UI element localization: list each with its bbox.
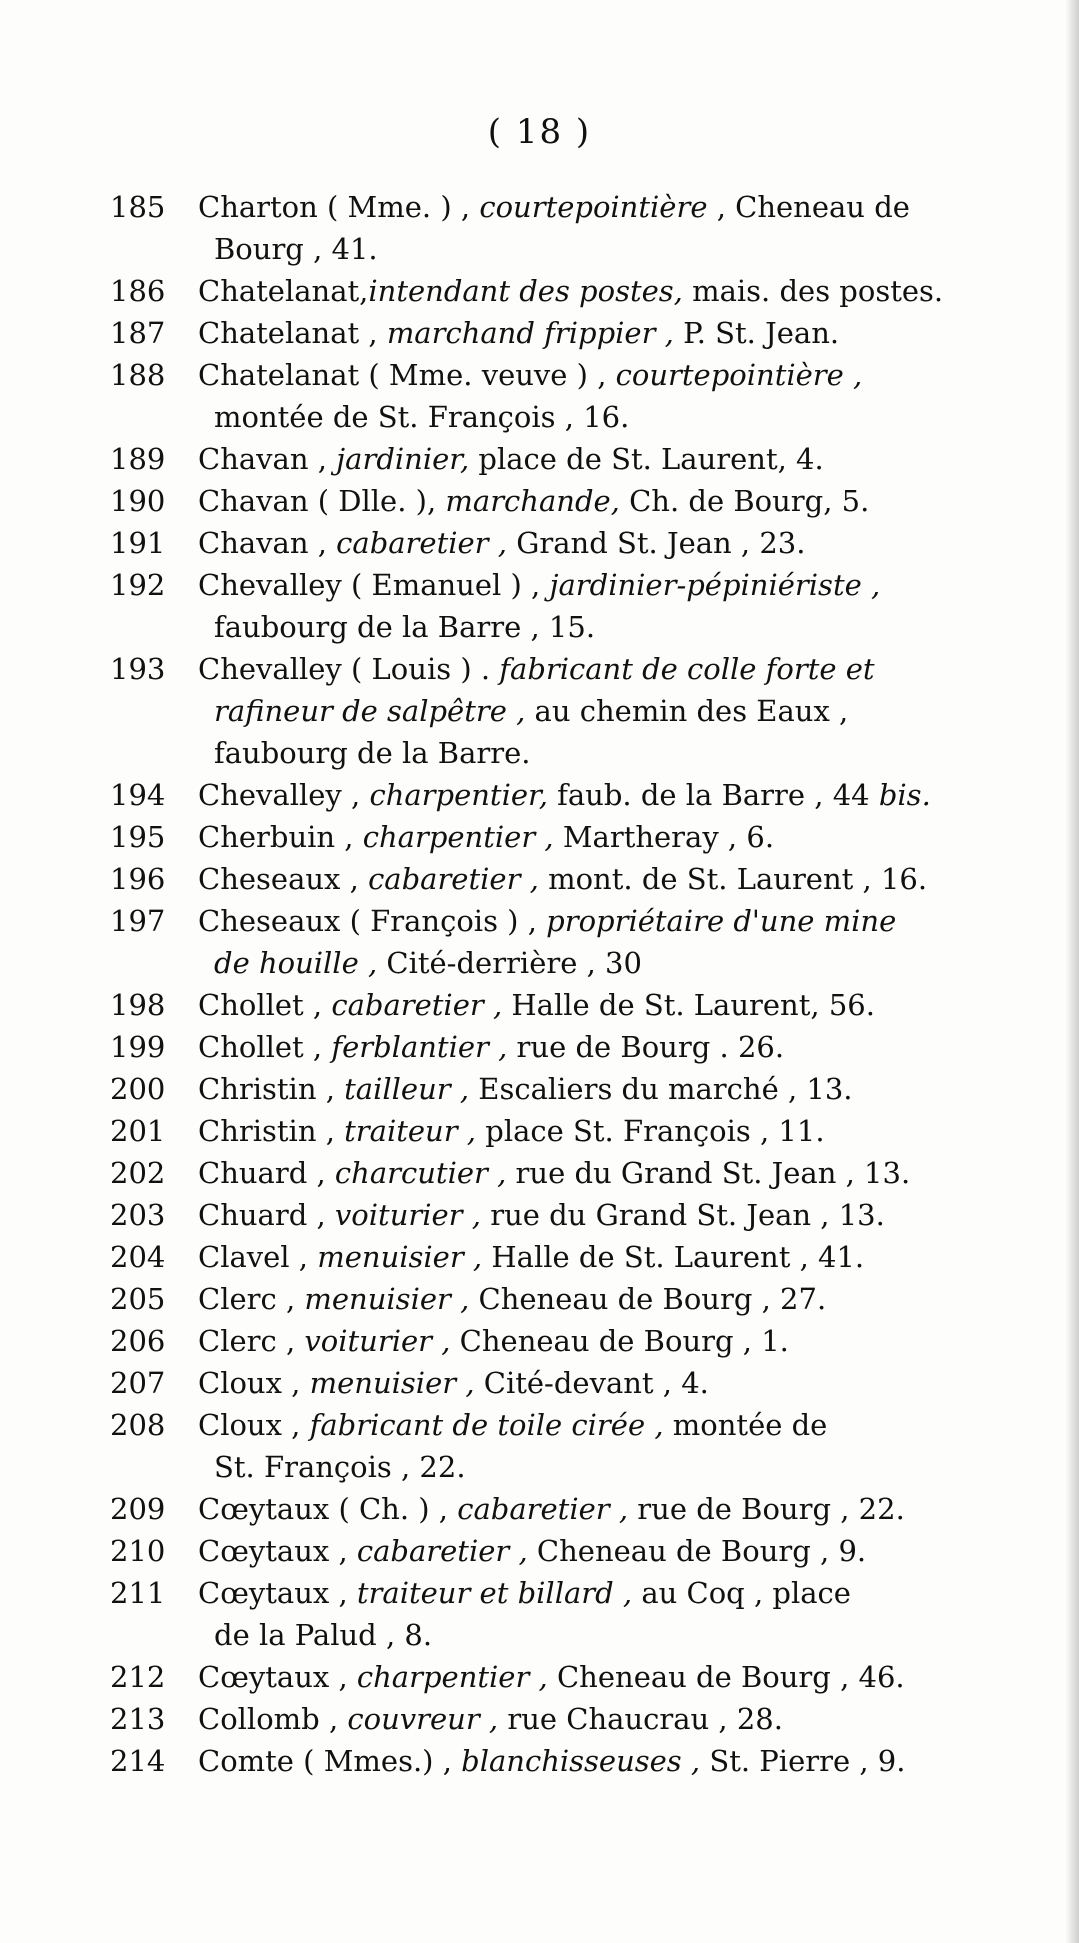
entry-text: Ch. de Bourg, 5. [619, 484, 870, 518]
entry-continuation-line [198, 396, 1030, 438]
entry-text: Bourg , 41. [214, 232, 378, 266]
entry-number: 208 [110, 1408, 166, 1442]
directory-entry [110, 564, 1030, 648]
entry-occupation-text: propriétaire d'une mine [546, 904, 897, 938]
entry-occupation-text: charcutier , [334, 1156, 507, 1190]
entry-occupation-text: traiteur et billard , [356, 1576, 633, 1610]
entry-occupation-text: marchand frippier , [386, 316, 674, 350]
entry-text: Chavan , [198, 526, 337, 560]
entry-number: 214 [110, 1744, 166, 1778]
entry-number: 212 [110, 1660, 166, 1694]
entry-number: 202 [110, 1156, 166, 1190]
entry-text: Clerc , [198, 1282, 305, 1316]
directory-entry [110, 1362, 1030, 1404]
entry-line [198, 1698, 1030, 1740]
directory-entry [110, 984, 1030, 1026]
entry-line [198, 522, 1030, 564]
entry-text: Cheseaux ( François ) , [198, 904, 547, 938]
entry-line [198, 1530, 1030, 1572]
page-number: ( 18 ) [487, 112, 592, 152]
directory-entry [110, 1698, 1030, 1740]
directory-entry [110, 522, 1030, 564]
entry-number: 198 [110, 988, 166, 1022]
entry-occupation-text: ferblantier , [331, 1030, 508, 1064]
entry-line [198, 354, 1030, 396]
entry-line [198, 1110, 1030, 1152]
entry-text: , Cheneau de [707, 190, 910, 224]
entry-text: Chavan ( Dlle. ), [198, 484, 446, 518]
entry-line [198, 774, 1030, 816]
entry-text: Cœytaux , [198, 1660, 357, 1694]
entry-number: 201 [110, 1114, 166, 1148]
entry-number: 211 [110, 1576, 166, 1610]
directory-entry [110, 1068, 1030, 1110]
entry-occupation-text: blanchisseuses , [461, 1744, 701, 1778]
directory-entry [110, 1152, 1030, 1194]
entry-text: Chavan , [198, 442, 337, 476]
entry-text: Cœytaux , [198, 1534, 357, 1568]
entry-line [198, 438, 1030, 480]
entry-number: 186 [110, 274, 166, 308]
directory-entry [110, 1530, 1030, 1572]
entry-text: Martheray , 6. [553, 820, 775, 854]
entry-text: Chevalley ( Emanuel ) , [198, 568, 550, 602]
entry-text: rue de Bourg , 22. [628, 1492, 905, 1526]
entry-occupation-text: cabaretier , [457, 1492, 629, 1526]
entry-continuation-line [198, 732, 1030, 774]
directory-entry [110, 480, 1030, 522]
entry-text: mont. de St. Laurent , 16. [538, 862, 928, 896]
entry-line [198, 1236, 1030, 1278]
entry-number: 191 [110, 526, 166, 560]
entry-text: rue du Grand St. Jean , 13. [480, 1198, 885, 1232]
entry-occupation-text: bis. [878, 778, 931, 812]
entry-text: Escaliers du marché , 13. [469, 1072, 853, 1106]
entry-occupation-text: jardinier, [336, 442, 470, 476]
directory-entry [110, 648, 1030, 774]
entry-occupation-text: voiturier , [304, 1324, 451, 1358]
entry-text: Chatelanat ( Mme. veuve ) , [198, 358, 616, 392]
entry-occupation-text: courtepointière [479, 190, 708, 224]
entry-text: Chollet , [198, 1030, 332, 1064]
entry-occupation-text: marchande, [445, 484, 620, 518]
entry-number: 194 [110, 778, 166, 812]
entry-text: Clerc , [198, 1324, 305, 1358]
entry-occupation-text: voiturier , [334, 1198, 481, 1232]
entry-number: 199 [110, 1030, 166, 1064]
entry-text: Cheneau de Bourg , 46. [547, 1660, 905, 1694]
entry-line [198, 1488, 1030, 1530]
entry-line [198, 900, 1030, 942]
entry-text: rue du Grand St. Jean , 13. [506, 1156, 911, 1190]
entry-text: Collomb , [198, 1702, 348, 1736]
entry-text: Chollet , [198, 988, 332, 1022]
directory-entry [110, 186, 1030, 270]
entry-occupation-text: fabricant de colle forte et [499, 652, 875, 686]
entry-line [198, 1656, 1030, 1698]
entry-line [198, 1278, 1030, 1320]
entry-occupation-text: rafineur de salpêtre , [214, 694, 526, 728]
entry-number: 188 [110, 358, 166, 392]
directory-entry [110, 354, 1030, 438]
entry-occupation-text: cabaretier , [368, 862, 539, 896]
directory-entry [110, 438, 1030, 480]
directory-entry [110, 270, 1030, 312]
directory-entry [110, 1236, 1030, 1278]
entry-number: 197 [110, 904, 166, 938]
entry-text: place St. François , 11. [476, 1114, 825, 1148]
entry-text: St. François , 22. [214, 1450, 466, 1484]
directory-entry [110, 1110, 1030, 1152]
entry-number: 196 [110, 862, 166, 896]
entry-text: Cité-devant , 4. [474, 1366, 709, 1400]
entry-number: 200 [110, 1072, 166, 1106]
entry-occupation-text: cabaretier , [331, 988, 503, 1022]
entry-occupation-text: jardinier-pépiniériste , [549, 568, 881, 602]
entry-line [198, 1740, 1030, 1782]
entry-line [198, 1362, 1030, 1404]
entry-text: mais. des postes. [682, 274, 944, 308]
entry-number: 193 [110, 652, 166, 686]
entry-text: Chuard , [198, 1198, 335, 1232]
entry-number: 206 [110, 1324, 166, 1358]
entry-text: Chevalley ( Louis ) . [198, 652, 500, 686]
entry-text: Clavel , [198, 1240, 318, 1274]
entry-line [198, 648, 1030, 690]
directory-entry [110, 1278, 1030, 1320]
entry-text: Chevalley , [198, 778, 370, 812]
entry-occupation-text: courtepointière , [615, 358, 863, 392]
entry-number: 195 [110, 820, 166, 854]
entry-text: Cherbuin , [198, 820, 363, 854]
entry-text: Charton ( Mme. ) , [198, 190, 480, 224]
entry-text: Chatelanat , [198, 316, 387, 350]
entry-text: Cœytaux ( Ch. ) , [198, 1492, 458, 1526]
directory-entry [110, 1320, 1030, 1362]
entry-number: 189 [110, 442, 166, 476]
entry-number: 190 [110, 484, 166, 518]
entry-text: Christin , [198, 1072, 345, 1106]
entry-line [198, 186, 1030, 228]
entry-text: Chatelanat, [198, 274, 369, 308]
entry-number: 213 [110, 1702, 166, 1736]
entry-line [198, 312, 1030, 354]
directory-entry [110, 1572, 1030, 1656]
entry-occupation-text: menuisier , [317, 1240, 483, 1274]
entry-text: Halle de St. Laurent , 41. [482, 1240, 865, 1274]
entry-line [198, 564, 1030, 606]
directory-entry [110, 1194, 1030, 1236]
entry-text: place de St. Laurent, 4. [469, 442, 824, 476]
entry-continuation-line [198, 228, 1030, 270]
entry-occupation-text: menuisier , [309, 1366, 475, 1400]
entry-text: Cheneau de Bourg , 9. [527, 1534, 867, 1568]
entry-text: rue de Bourg . 26. [507, 1030, 785, 1064]
entry-occupation-text: tailleur , [344, 1072, 470, 1106]
entry-occupation-text: cabaretier , [336, 526, 507, 560]
entry-text: Cheneau de Bourg , 27. [469, 1282, 827, 1316]
entry-occupation-text: charpentier, [369, 778, 548, 812]
entry-text: faub. de la Barre , 44 [547, 778, 879, 812]
entry-line [198, 1194, 1030, 1236]
entry-text: montée de [663, 1408, 828, 1442]
directory-entry [110, 1656, 1030, 1698]
entry-line [198, 1404, 1030, 1446]
entry-line [198, 1068, 1030, 1110]
entry-continuation-line [198, 606, 1030, 648]
directory-entry [110, 1740, 1030, 1782]
entry-text: Cœytaux , [198, 1576, 357, 1610]
entry-text: rue Chaucrau , 28. [498, 1702, 783, 1736]
directory-entry [110, 312, 1030, 354]
entry-line [198, 1572, 1030, 1614]
entry-text: Cheseaux , [198, 862, 369, 896]
entry-number: 204 [110, 1240, 166, 1274]
entry-text: au chemin des Eaux , [525, 694, 849, 728]
entry-number: 207 [110, 1366, 166, 1400]
entry-continuation-line [198, 1614, 1030, 1656]
directory-entry [110, 774, 1030, 816]
entry-text: de la Palud , 8. [214, 1618, 433, 1652]
entry-text: Chuard , [198, 1156, 335, 1190]
directory-entry [110, 1026, 1030, 1068]
entry-text: Christin , [198, 1114, 345, 1148]
entry-line [198, 984, 1030, 1026]
entry-occupation-text: charpentier , [356, 1660, 548, 1694]
entry-line [198, 480, 1030, 522]
entry-text: Halle de St. Laurent, 56. [502, 988, 875, 1022]
entry-text: Cité-derrière , 30 [377, 946, 642, 980]
entry-continuation-line [198, 1446, 1030, 1488]
entry-text: Grand St. Jean , 23. [506, 526, 806, 560]
entry-text: faubourg de la Barre , 15. [214, 610, 596, 644]
entry-line [198, 816, 1030, 858]
entry-continuation-line [198, 690, 1030, 732]
directory-entry [110, 900, 1030, 984]
entry-occupation-text: fabricant de toile cirée , [309, 1408, 664, 1442]
entry-occupation-text: de houille , [214, 946, 378, 980]
entry-number: 203 [110, 1198, 166, 1232]
entry-occupation-text: couvreur , [347, 1702, 499, 1736]
directory-entry [110, 1404, 1030, 1488]
entry-text: St. Pierre , 9. [700, 1744, 906, 1778]
entry-text: Cloux , [198, 1408, 310, 1442]
entry-text: faubourg de la Barre. [214, 736, 531, 770]
entry-line [198, 1026, 1030, 1068]
entry-occupation-text: charpentier , [362, 820, 554, 854]
entry-number: 209 [110, 1492, 166, 1526]
entry-line [198, 858, 1030, 900]
entry-continuation-line [198, 942, 1030, 984]
entry-line [198, 1320, 1030, 1362]
entry-occupation-text: traiteur , [344, 1114, 477, 1148]
entry-text: Comte ( Mmes.) , [198, 1744, 462, 1778]
entry-number: 192 [110, 568, 166, 602]
entry-occupation-text: cabaretier , [356, 1534, 528, 1568]
directory-list [110, 186, 1030, 1782]
entry-number: 187 [110, 316, 166, 350]
entry-text: Cheneau de Bourg , 1. [450, 1324, 789, 1358]
directory-entry [110, 816, 1030, 858]
entry-text: au Coq , place [632, 1576, 851, 1610]
entry-number: 185 [110, 190, 166, 224]
directory-entry [110, 858, 1030, 900]
entry-text: Cloux , [198, 1366, 310, 1400]
entry-occupation-text: menuisier , [304, 1282, 470, 1316]
entry-text: montée de St. François , 16. [214, 400, 630, 434]
entry-occupation-text: intendant des postes, [368, 274, 683, 308]
entry-number: 205 [110, 1282, 166, 1316]
entry-text: P. St. Jean. [673, 316, 840, 350]
entry-line [198, 1152, 1030, 1194]
entry-number: 210 [110, 1534, 166, 1568]
page-edge-shadow [1065, 0, 1079, 1943]
directory-entry [110, 1488, 1030, 1530]
entry-line [198, 270, 1030, 312]
